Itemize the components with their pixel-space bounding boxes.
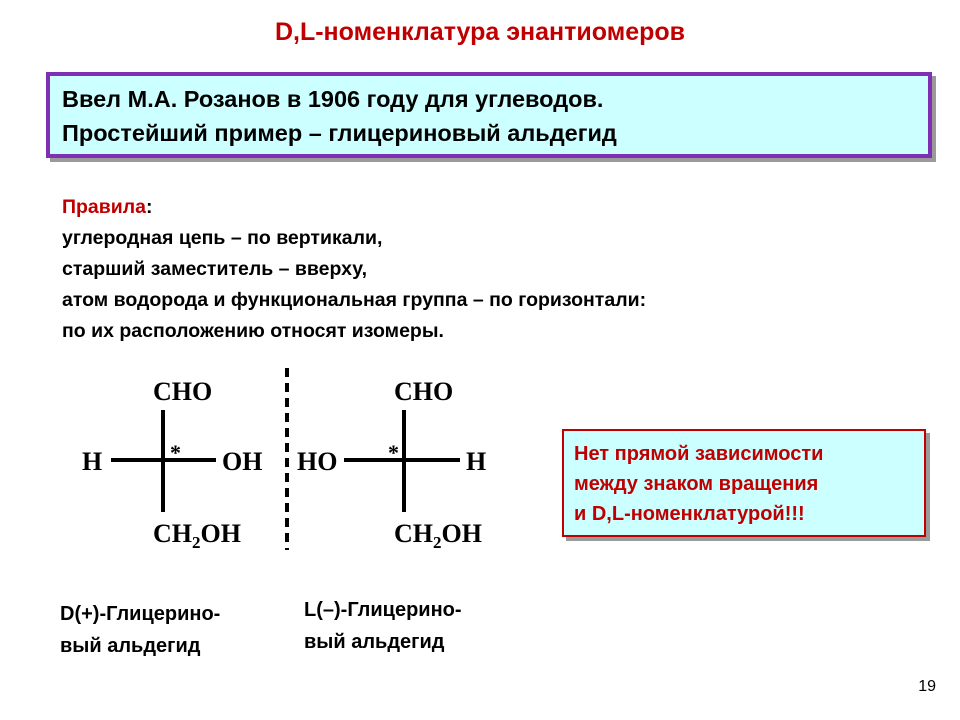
note-line-1: Нет прямой зависимости [574, 443, 824, 465]
l-caption-line-2: вый альдегид [304, 631, 445, 653]
l-stereocenter-mark: * [388, 440, 399, 465]
l-caption [304, 594, 462, 658]
d-glyceraldehyde-fischer [82, 377, 262, 552]
l-right-group: H [466, 447, 487, 476]
d-stereocenter-mark: * [170, 440, 181, 465]
d-caption-line-2: вый альдегид [60, 635, 201, 657]
d-bottom-ch: CH [153, 519, 192, 548]
d-bottom-subscript: 2 [192, 533, 201, 552]
intro-line-2: Простейший пример – глицериновый альдегид [62, 120, 617, 146]
note-line-3: и D,L-номенклатурой!!! [574, 503, 805, 525]
slide-title: D,L-номенклатура энантиомеров [274, 18, 686, 46]
l-top-group: CHO [394, 377, 454, 406]
l-bottom-subscript: 2 [433, 533, 442, 552]
d-left-group: H [82, 447, 103, 476]
d-top-group: CHO [153, 377, 213, 406]
l-bottom-oh: OH [441, 519, 482, 548]
rule-line-3: атом водорода и функциональная группа – по горизонтали: [62, 289, 647, 311]
rule-line-4: по их расположению относят изомеры. [62, 320, 444, 342]
l-caption-line-1: L(–)-Глицерино- [304, 599, 462, 621]
l-bottom-group [394, 519, 482, 552]
d-bottom-group [153, 519, 241, 552]
l-left-group: HO [297, 447, 338, 476]
note-box [562, 429, 926, 537]
note-line-2: между знаком вращения [574, 473, 819, 495]
rules-colon: : [145, 196, 153, 218]
d-bottom-oh: OH [200, 519, 241, 548]
rule-line-2: старший заместитель – вверху, [62, 258, 368, 280]
l-glyceraldehyde-fischer [297, 377, 486, 552]
intro-line-1: Ввел М.А. Розанов в 1906 году для углеводов. [62, 86, 604, 112]
page-number: 19 [918, 678, 936, 695]
d-caption-line-1: D(+)-Глицерино- [60, 603, 221, 625]
d-right-group: OH [222, 447, 263, 476]
d-caption [60, 598, 220, 662]
rule-line-1: углеродная цепь – по вертикали, [62, 227, 383, 249]
rules-heading: Правила [62, 196, 146, 218]
l-bottom-ch: CH [394, 519, 433, 548]
